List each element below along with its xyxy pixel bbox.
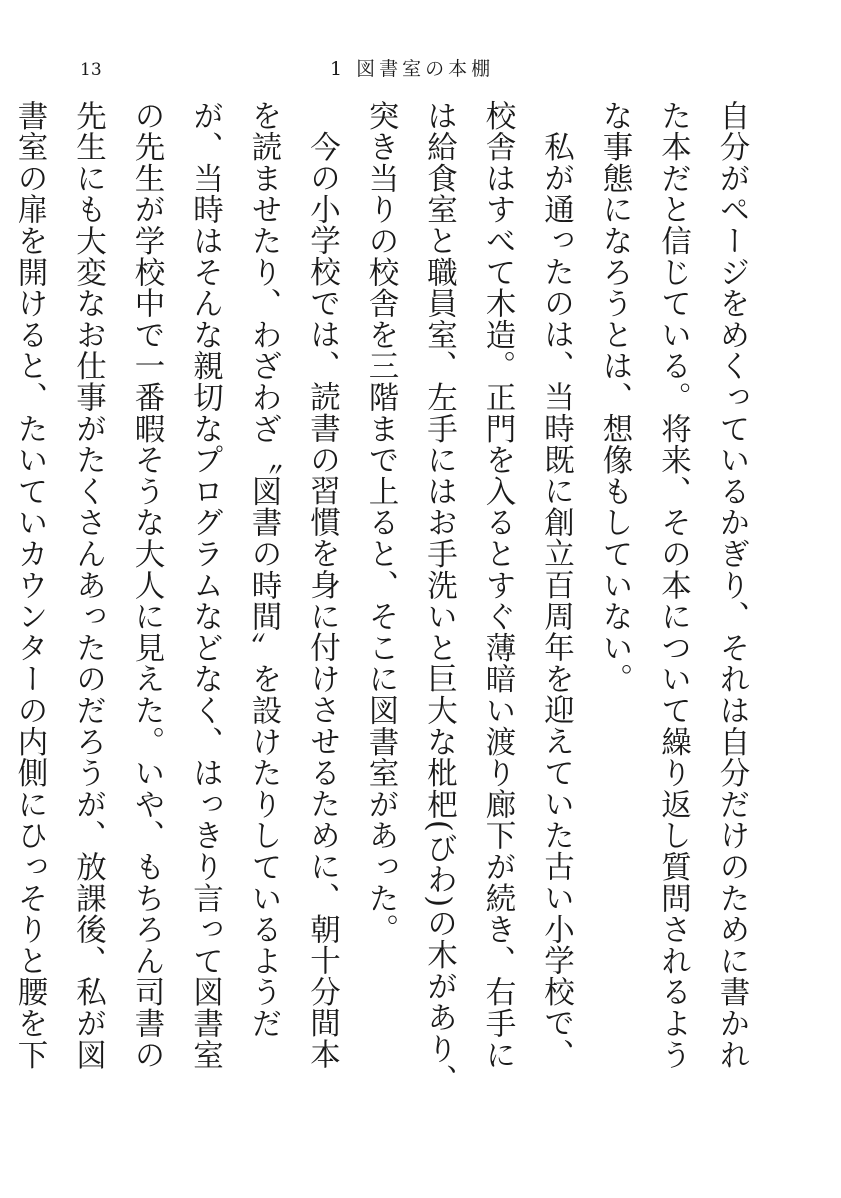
paragraph-3: 今の小学校では、読書の習慣を身に付けさせるために、朝十分間本を読ませたり、わざわざ〝図書の時間〟を設けたりしているようだが、当時はそんな親切なプログラムなどなく、はっきり言って図書室の先生が学校中で一番暇そうな大人に見えた。いや、もちろん司書の先生にも大変なお仕事がたくさんあったのだろうが、放課後、私が図書室の扉を開けると、たいていカウンターの内側にひっそりと腰を下 [12, 100, 340, 1071]
paragraph-2: 私が通ったのは、当時既に創立百周年を迎えていた古い小学校で、校舎はすべて木造。正門を入るとすぐ薄暗い渡り廊下が続き、右手には給食室と職員室、左手にはお手洗いと巨大な枇杷(びわ)の木があり、突き当りの校舎を三階まで上ると、そこに図書室があった。 [363, 100, 574, 1096]
body-text [12, 100, 760, 1100]
running-header: 1 図書室の本棚 [330, 58, 495, 80]
page-number: 13 [80, 60, 102, 80]
paragraph-1: 自分がページをめくっているかぎり、それは自分だけのために書かれた本だと信じている。将来、その本について繰り返し質問されるような事態になろうとは、想像もしていない。 [597, 100, 749, 1071]
